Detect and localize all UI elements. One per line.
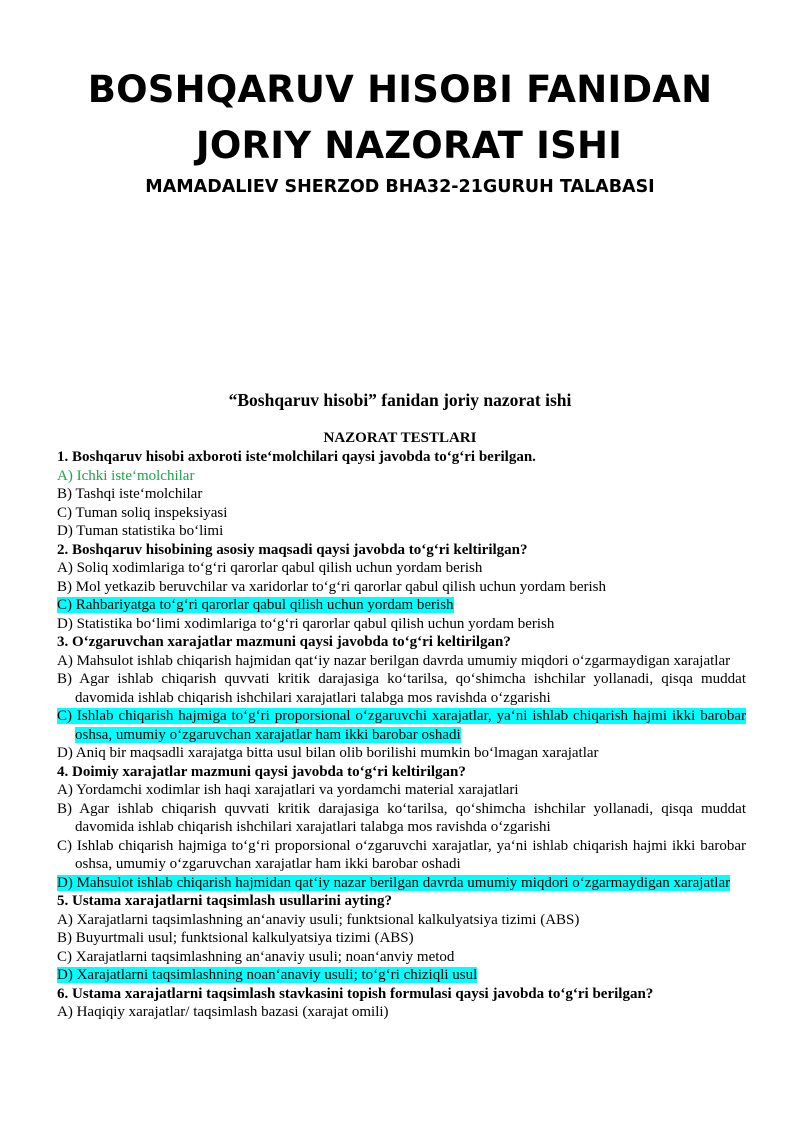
question-1: 1. Boshqaruv hisobi axboroti iste‘molchilari qaysi javobda to‘g‘ri berilgan. bbox=[57, 449, 536, 465]
question-3-option-d: D) Aniq bir maqsadli xarajatga bitta usul bilan olib borilishi mumkin bo‘lmagan xarajatlar bbox=[57, 745, 599, 761]
question-4-option-c: C) Ishlab chiqarish hajmiga to‘g‘ri proporsional o‘zgaruvchi xarajatlar, ya‘ni ishlab chiqarish hajmi ikki barobar oshsa, umumiy o‘zgaruvchan xarajatlar ham ikki barobar oshadi bbox=[57, 837, 746, 872]
question-5-option-a: A) Xarajatlarni taqsimlashning an‘anaviy usuli; funktsional kalkulyatsiya tizimi (ABS) bbox=[57, 911, 580, 928]
question-3: 3. O‘zgaruvchan xarajatlar mazmuni qaysi javobda to‘g‘ri keltirilgan? bbox=[57, 634, 511, 650]
question-1-option-d: D) Tuman statistika bo‘limi bbox=[57, 523, 224, 539]
title-line-1: BOSHQARUV HISOBI FANIDAN bbox=[87, 68, 713, 111]
highlighted-answer: C) Ishlab chiqarish hajmiga to‘g‘ri proporsional o‘zgaruvchi xarajatlar, ya‘ni ishlab chiqarish hajmi ikki barobar oshsa, umumiy o‘zgaruvchan xarajatlar ham ikki barobar oshadi bbox=[57, 708, 746, 743]
question-6-option-a: A) Haqiqiy xarajatlar/ taqsimlash bazasi (xarajat omili) bbox=[57, 1004, 389, 1020]
question-4-option-b: B) Agar ishlab chiqarish quvvati kritik darajasiga ko‘tarilsa, qo‘shimcha ishchilar yollanadi, qisqa muddat davomida ishlab chiqarish ishchilari xarajatlari talabga mos ravishda o‘zgarishi bbox=[57, 800, 746, 835]
question-1-option-b: B) Tashqi iste‘molchilar bbox=[57, 486, 203, 502]
highlighted-answer: C) Rahbariyatga to‘g‘ri qarorlar qabul qilish uchun yordam berish bbox=[57, 597, 454, 613]
question-2-option-c bbox=[57, 596, 746, 615]
question-3-option-a: A) Mahsulot ishlab chiqarish hajmidan qat‘iy nazar berilgan davrda umumiy miqdori o‘zgarmaydigan xarajatlar bbox=[57, 652, 731, 669]
document-heading: “Boshqaruv hisobi” fanidan joriy nazorat ishi bbox=[228, 390, 572, 410]
question-2-option-a: A) Soliq xodimlariga to‘g‘ri qarorlar qabul qilish uchun yordam berish bbox=[57, 560, 483, 576]
question-5: 5. Ustama xarajatlarni taqsimlash usullarini ayting? bbox=[57, 893, 393, 909]
question-5-option-b: B) Buyurtmali usul; funktsional kalkulyatsiya tizimi (ABS) bbox=[57, 930, 414, 946]
question-4-option-a: A) Yordamchi xodimlar ish haqi xarajatlari va yordamchi material xarajatlari bbox=[57, 782, 519, 798]
question-2: 2. Boshqaruv hisobining asosiy maqsadi qaysi javobda to‘g‘ri keltirilgan? bbox=[57, 541, 528, 558]
author-subtitle: MAMADALIEV SHERZOD BHA32-21GURUH TALABASI bbox=[145, 177, 655, 197]
question-2-option-d: D) Statistika bo‘limi xodimlariga to‘g‘ri qarorlar qabul qilish uchun yordam berish bbox=[57, 615, 555, 632]
question-5-option-d bbox=[57, 966, 746, 985]
title-block bbox=[0, 62, 800, 198]
answer-text: A) Ichki iste‘molchilar bbox=[57, 467, 195, 484]
question-3-option-b: B) Agar ishlab chiqarish quvvati kritik darajasiga ko‘tarilsa, qo‘shimcha ishchilar yollanadi, qisqa muddat davomida ishlab chiqarish ishchilari xarajatlari talabga mos ravishda o‘zgarishi bbox=[57, 671, 746, 706]
highlighted-answer: D) Mahsulot ishlab chiqarish hajmidan qat‘iy nazar berilgan davrda umumiy miqdori o‘zgarmaydigan xarajatlar bbox=[57, 874, 731, 891]
section-title: NAZORAT TESTLARI bbox=[323, 430, 477, 446]
question-1-option-c: C) Tuman soliq inspeksiyasi bbox=[57, 504, 228, 521]
question-4-option-d bbox=[57, 874, 746, 893]
quiz-body bbox=[57, 448, 746, 1022]
question-2-option-b: B) Mol yetkazib beruvchilar va xaridorlar to‘g‘ri qarorlar qabul qilish uchun yordam berish bbox=[57, 578, 606, 595]
highlighted-answer: D) Xarajatlarni taqsimlashning noan‘anaviy usuli; to‘g‘ri chiziqli usul bbox=[57, 967, 478, 983]
question-1-option-a bbox=[57, 467, 746, 486]
question-4: 4. Doimiy xarajatlar mazmuni qaysi javobda to‘g‘ri keltirilgan? bbox=[57, 763, 466, 780]
question-5-option-c: C) Xarajatlarni taqsimlashning an‘anaviy usuli; noan‘anviy metod bbox=[57, 948, 455, 965]
question-3-option-c bbox=[57, 707, 746, 744]
title-line-2: JORIY NAZORAT ISHI bbox=[195, 124, 623, 167]
question-6: 6. Ustama xarajatlarni taqsimlash stavkasini topish formulasi qaysi javobda to‘g‘ri berilgan? bbox=[57, 985, 654, 1002]
